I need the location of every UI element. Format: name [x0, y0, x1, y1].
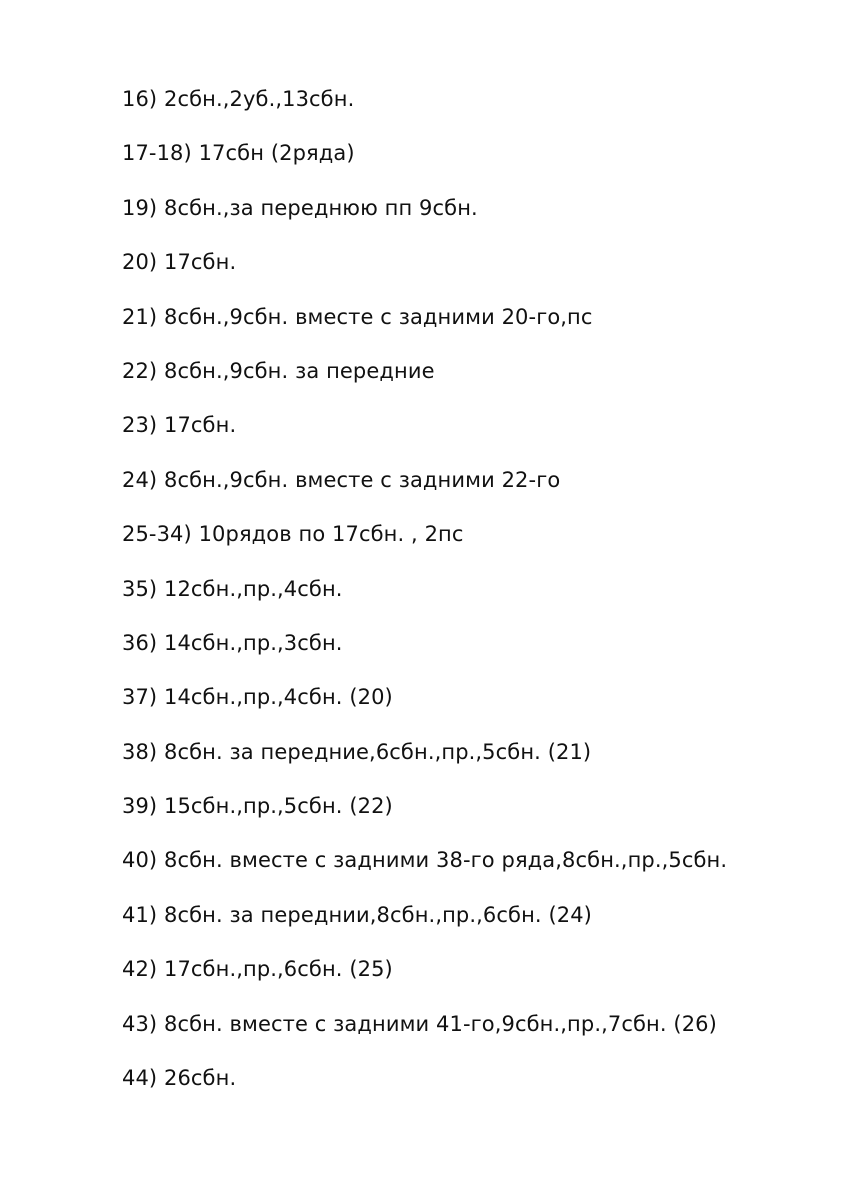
instruction-line: 36) 14сбн.,пр.,3сбн. — [122, 630, 343, 655]
instruction-line: 20) 17сбн. — [122, 250, 237, 275]
instruction-line: 35) 12сбн.,пр.,4сбн. — [122, 576, 343, 601]
instruction-list — [122, 84, 822, 1117]
instruction-line: 40) 8сбн. вместе с задними 38-го ряда,8сбн.,пр.,5сбн. — [122, 848, 728, 873]
instruction-line: 24) 8сбн.,9сбн. вместе с задними 22-го — [122, 467, 561, 492]
instruction-line: 39) 15сбн.,пр.,5сбн. (22) — [122, 794, 393, 819]
instruction-line: 37) 14сбн.,пр.,4сбн. (20) — [122, 685, 393, 710]
instruction-line: 43) 8сбн. вместе с задними 41-го,9сбн.,пр.,7сбн. (26) — [122, 1011, 717, 1036]
instruction-line: 41) 8сбн. за переднии,8сбн.,пр.,6сбн. (24) — [122, 902, 592, 927]
instruction-line: 42) 17сбн.,пр.,6сбн. (25) — [122, 957, 393, 982]
instruction-line: 17-18) 17сбн (2ряда) — [122, 141, 355, 166]
instruction-line: 21) 8сбн.,9сбн. вместе с задними 20-го,пс — [122, 304, 593, 329]
instruction-line: 22) 8сбн.,9сбн. за передние — [122, 358, 435, 383]
instruction-line: 25-34) 10рядов по 17сбн. , 2пс — [122, 522, 464, 547]
instruction-line: 23) 17сбн. — [122, 413, 237, 438]
instruction-line: 16) 2сбн.,2уб.,13сбн. — [122, 87, 355, 111]
instruction-line: 19) 8сбн.,за переднюю пп 9сбн. — [122, 195, 478, 220]
instruction-line: 38) 8сбн. за передние,6сбн.,пр.,5сбн. (21) — [122, 739, 592, 764]
instruction-line: 44) 26сбн. — [122, 1066, 237, 1091]
